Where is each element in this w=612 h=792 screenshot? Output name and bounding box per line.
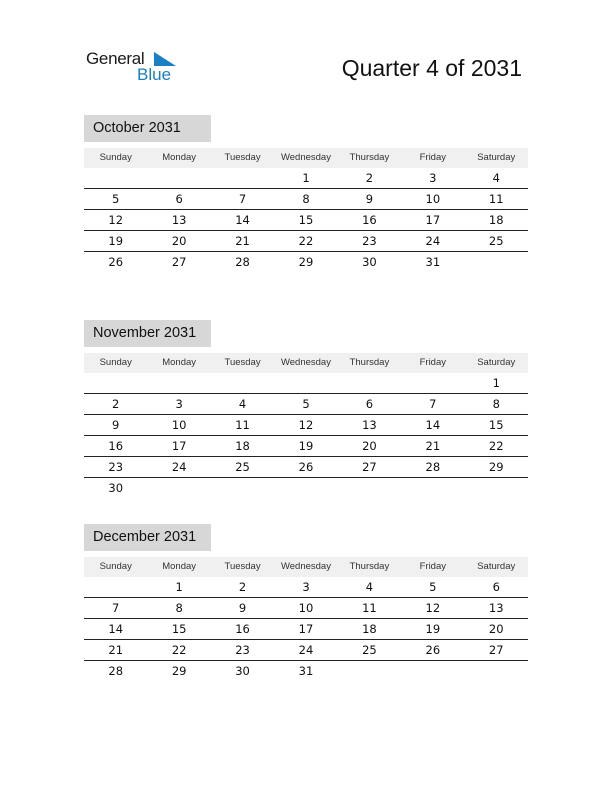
week-row	[84, 661, 528, 682]
day-cell: 4	[365, 580, 374, 594]
day-cell	[338, 661, 401, 682]
week-row	[84, 640, 528, 661]
day-cell: 12	[108, 213, 124, 227]
day-cell: 10	[425, 192, 441, 206]
day-cell: 23	[362, 234, 377, 248]
day-cell	[147, 373, 210, 393]
day-cell	[338, 478, 401, 499]
day-cell: 27	[488, 643, 504, 657]
day-cell: 11	[362, 601, 377, 615]
month-block	[84, 115, 528, 273]
day-cell: 20	[362, 439, 377, 453]
weekday-label: Tuesday	[224, 357, 261, 368]
weekday-label: Saturday	[477, 152, 516, 163]
day-cell: 9	[365, 192, 374, 206]
weekday-label: Thursday	[349, 561, 390, 572]
day-cell: 16	[108, 439, 124, 453]
day-cell	[84, 168, 147, 188]
week-row	[84, 619, 528, 640]
day-cell: 6	[365, 397, 374, 411]
day-cell: 27	[362, 460, 377, 474]
day-cell: 10	[171, 418, 187, 432]
day-cell: 24	[171, 460, 187, 474]
weekday-label: Sunday	[99, 152, 132, 163]
logo	[86, 49, 186, 85]
day-cell: 11	[235, 418, 250, 432]
day-cell: 7	[112, 601, 120, 615]
day-cell: 5	[302, 397, 310, 411]
day-cell: 3	[302, 580, 310, 594]
weekday-label: Friday	[419, 561, 447, 572]
weekday-label: Sunday	[99, 561, 132, 572]
week-row	[84, 252, 528, 273]
logo-text-general: General	[86, 49, 145, 68]
weekday-label: Wednesday	[280, 152, 331, 163]
day-cell: 14	[425, 418, 441, 432]
day-cell: 27	[171, 255, 187, 269]
day-cell: 5	[429, 580, 437, 594]
day-cell: 25	[488, 234, 504, 248]
day-cell: 17	[298, 622, 314, 636]
weekday-label: Wednesday	[280, 561, 331, 572]
day-cell: 29	[171, 664, 187, 678]
day-cell: 9	[238, 601, 247, 615]
week-row	[84, 210, 528, 231]
week-row	[84, 373, 528, 394]
day-cell: 21	[108, 643, 124, 657]
month-block	[84, 320, 528, 499]
day-cell	[401, 373, 464, 393]
weekday-header	[84, 148, 528, 168]
day-cell: 1	[175, 580, 183, 594]
day-cell: 15	[298, 213, 314, 227]
day-cell: 30	[362, 255, 377, 269]
day-cell	[274, 373, 337, 393]
weekday-label: Friday	[419, 357, 447, 368]
day-cell: 26	[108, 255, 124, 269]
month-block	[84, 524, 528, 682]
day-cell	[465, 661, 528, 682]
day-cell: 11	[488, 192, 504, 206]
day-cell: 21	[425, 439, 441, 453]
day-cell: 25	[362, 643, 377, 657]
day-cell: 30	[108, 481, 124, 495]
week-row	[84, 577, 528, 598]
page-title: Quarter 4 of 2031	[341, 55, 522, 81]
day-cell: 20	[488, 622, 504, 636]
day-cell: 4	[492, 171, 500, 185]
day-cell: 6	[175, 192, 183, 206]
day-cell	[84, 577, 147, 597]
day-cell: 20	[171, 234, 187, 248]
weekday-label: Saturday	[477, 357, 516, 368]
day-cell	[147, 168, 210, 188]
day-cell: 29	[298, 255, 314, 269]
month-title: November 2031	[84, 320, 211, 347]
day-cell: 23	[108, 460, 124, 474]
day-cell: 21	[235, 234, 250, 248]
day-cell: 6	[492, 580, 500, 594]
day-cell: 24	[298, 643, 314, 657]
week-row	[84, 478, 528, 499]
day-cell: 17	[171, 439, 187, 453]
day-cell: 28	[108, 664, 124, 678]
logo-text-blue: Blue	[137, 65, 172, 84]
day-cell: 8	[492, 397, 500, 411]
weekday-label: Saturday	[477, 561, 516, 572]
day-cell: 18	[362, 622, 377, 636]
day-cell: 19	[108, 234, 124, 248]
weekday-label: Monday	[162, 357, 197, 368]
weekday-header	[84, 353, 528, 373]
day-cell: 12	[298, 418, 314, 432]
day-cell: 10	[298, 601, 314, 615]
weekday-header	[84, 557, 528, 577]
day-cell: 26	[425, 643, 441, 657]
day-cell	[465, 478, 528, 499]
week-row	[84, 457, 528, 478]
weekday-label: Thursday	[349, 152, 390, 163]
month-title: October 2031	[84, 115, 211, 142]
day-cell: 19	[425, 622, 441, 636]
day-cell: 29	[488, 460, 504, 474]
day-cell	[211, 478, 274, 499]
day-cell: 31	[425, 255, 441, 269]
day-cell	[84, 373, 147, 393]
day-cell: 12	[425, 601, 441, 615]
day-cell: 13	[488, 601, 504, 615]
day-cell: 2	[365, 171, 374, 185]
day-cell: 14	[235, 213, 250, 227]
day-cell	[465, 252, 528, 273]
weekday-label: Tuesday	[224, 152, 261, 163]
day-cell: 9	[112, 418, 120, 432]
day-cell: 31	[298, 664, 314, 678]
day-cell: 24	[425, 234, 441, 248]
day-cell	[338, 373, 401, 393]
weekday-label: Monday	[162, 561, 197, 572]
day-cell: 26	[298, 460, 314, 474]
day-cell: 22	[171, 643, 187, 657]
day-cell: 23	[235, 643, 250, 657]
day-cell: 4	[238, 397, 247, 411]
day-cell: 30	[235, 664, 250, 678]
day-cell: 18	[488, 213, 504, 227]
day-cell: 25	[235, 460, 250, 474]
weekday-label: Monday	[162, 152, 197, 163]
day-cell: 3	[175, 397, 183, 411]
day-cell: 14	[108, 622, 124, 636]
day-cell: 2	[238, 580, 247, 594]
day-cell: 8	[175, 601, 183, 615]
day-cell: 22	[488, 439, 504, 453]
week-row	[84, 231, 528, 252]
week-row	[84, 598, 528, 619]
logo-triangle-icon	[154, 52, 176, 66]
week-row	[84, 394, 528, 415]
weekday-label: Wednesday	[280, 357, 331, 368]
weekday-label: Sunday	[99, 357, 132, 368]
day-cell: 19	[298, 439, 314, 453]
day-cell: 1	[302, 171, 310, 185]
month-title: December 2031	[84, 524, 211, 551]
day-cell: 7	[238, 192, 247, 206]
day-cell: 28	[235, 255, 250, 269]
day-cell	[211, 168, 274, 188]
day-cell: 2	[112, 397, 120, 411]
day-cell: 7	[429, 397, 437, 411]
day-cell	[401, 478, 464, 499]
day-cell	[147, 478, 210, 499]
day-cell	[211, 373, 274, 393]
day-cell: 18	[235, 439, 250, 453]
week-row	[84, 415, 528, 436]
day-cell	[274, 478, 337, 499]
day-cell: 28	[425, 460, 441, 474]
weekday-label: Thursday	[349, 357, 390, 368]
day-cell: 1	[492, 376, 500, 390]
day-cell: 8	[302, 192, 310, 206]
day-cell	[401, 661, 464, 682]
day-cell: 22	[298, 234, 314, 248]
day-cell: 5	[112, 192, 120, 206]
day-cell: 16	[362, 213, 377, 227]
day-cell: 15	[171, 622, 187, 636]
day-cell: 13	[362, 418, 377, 432]
weekday-label: Friday	[419, 152, 447, 163]
week-row	[84, 436, 528, 457]
day-cell: 17	[425, 213, 441, 227]
day-cell: 15	[488, 418, 504, 432]
week-row	[84, 189, 528, 210]
weekday-label: Tuesday	[224, 561, 261, 572]
day-cell: 3	[429, 171, 437, 185]
day-cell: 13	[171, 213, 187, 227]
week-row	[84, 168, 528, 189]
day-cell: 16	[235, 622, 250, 636]
